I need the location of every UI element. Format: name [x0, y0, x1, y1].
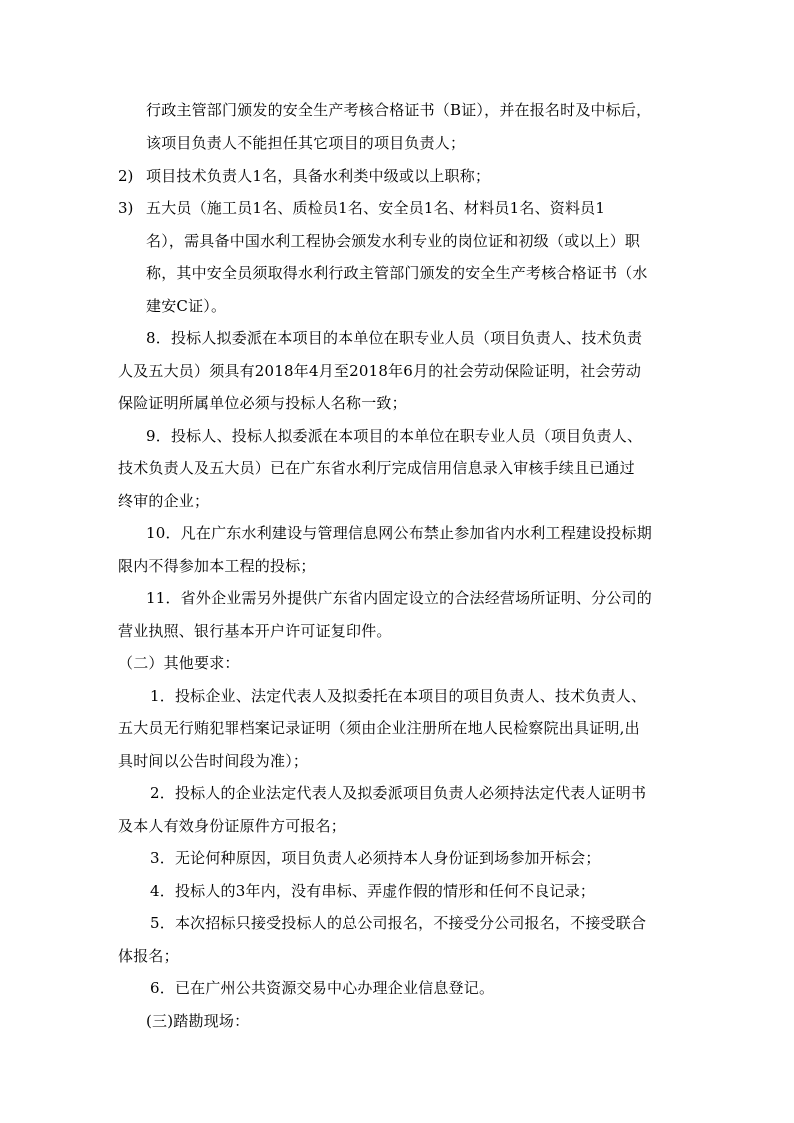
text-line: 营业执照、银行基本开户许可证复印件。 [118, 622, 392, 640]
text-line: 体报名； [118, 947, 179, 965]
text-line: 5．本次招标只接受投标人的总公司报名，不接受分公司报名，不接受联合 [150, 914, 647, 932]
text-line: 终审的企业； [118, 492, 210, 510]
text-line: 10．凡在广东水利建设与管理信息网公布禁止参加省内水利工程建设投标期 [146, 524, 652, 542]
text-line: 名），需具备中国水利工程协会颁发水利专业的岗位证和初级（或以上）职 [146, 232, 641, 250]
text-line: 具时间以公告时间段为准）； [118, 752, 309, 770]
text-line: 11．省外企业需另外提供广东省内固定设立的合法经营场所证明、分公司的 [146, 589, 652, 607]
section-heading: (三)踏勘现场： [146, 1012, 250, 1030]
text-line: 称，其中安全员须取得水利行政主管部门颁发的安全生产考核合格证书（水 [146, 264, 648, 282]
section-heading: （二）其他要求： [118, 654, 240, 672]
list-number: 3) [118, 199, 134, 217]
text-line: 3．无论何种原因，项目负责人必须持本人身份证到场参加开标会； [150, 849, 601, 867]
text-line: 项目技术负责人1名，具备水利类中级或以上职称； [146, 167, 491, 185]
text-line: 人及五大员）须具有2018年4月至2018年6月的社会劳动保险证明，社会劳动 [118, 362, 642, 380]
text-line: 1．投标企业、法定代表人及拟委托在本项目的项目负责人、技术负责人、 [150, 687, 647, 705]
text-line: 技术负责人及五大员）已在广东省水利厅完成信用信息录入审核手续且已通过 [118, 459, 635, 477]
text-line: 9．投标人、投标人拟委派在本项目的本单位在职专业人员（项目负责人、 [146, 427, 643, 445]
text-line: 行政主管部门颁发的安全生产考核合格证书（B证），并在报名时及中标后， [146, 101, 652, 119]
text-line: 保险证明所属单位必须与投标人名称一致； [118, 394, 407, 412]
list-number: 2) [118, 167, 134, 185]
text-line: 建安C证）。 [146, 297, 227, 315]
text-line: 6．已在广州公共资源交易中心办理企业信息登记。 [150, 979, 495, 997]
text-line: 限内不得参加本工程的投标； [118, 557, 316, 575]
text-line: 4．投标人的3年内，没有串标、弄虚作假的情形和任何不良记录； [150, 882, 596, 900]
text-line: 2．投标人的企业法定代表人及拟委派项目负责人必须持法定代表人证明书 [150, 784, 647, 802]
text-line: 五大员（施工员1名、质检员1名、安全员1名、材料员1名、资料员1 [146, 199, 606, 217]
text-line: 该项目负责人不能担任其它项目的项目负责人； [146, 134, 466, 152]
text-line: 8．投标人拟委派在本项目的本单位在职专业人员（项目负责人、技术负责 [146, 329, 643, 347]
text-line: 及本人有效身份证原件方可报名； [118, 817, 347, 835]
text-line: 五大员无行贿犯罪档案记录证明（须由企业注册所在地人民检察院出具证明,出 [118, 719, 640, 737]
